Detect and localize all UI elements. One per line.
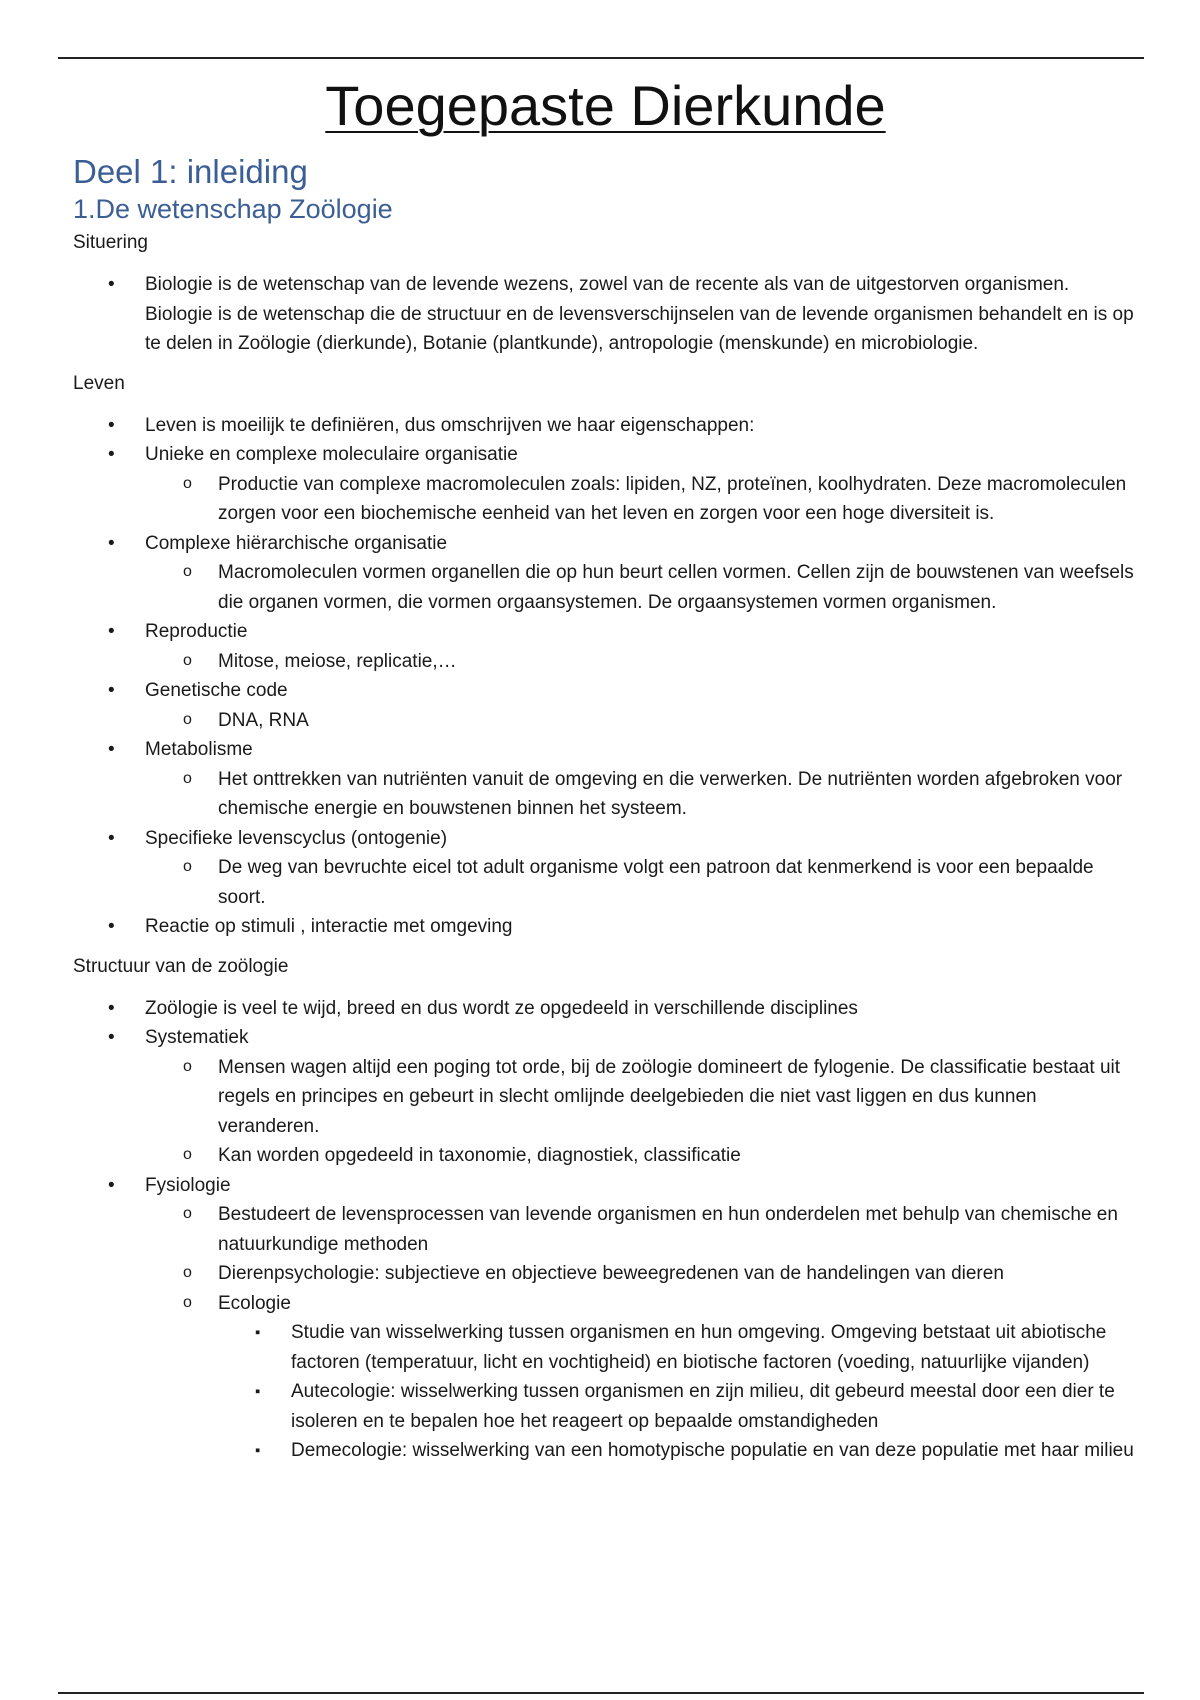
sub-list-item: o Ecologie ▪ Studie van wisselwerking tussen organismen en hun omgeving. Omgeving betstaat uit abiotische factoren (temperatuur, licht en vochtigheid) en biotische factoren (voeding, natuurlijke vijanden) ▪ Autecologie: wisselwerking tussen organismen en zijn milieu, dit gebeurd meestal door een dier te isoleren en te bepalen hoe het reageert op bepaalde omstandigheden ▪ Demecologie: wisselwerking van een homotypische populatie en van deze populatie met haar milieu (73, 1289, 1138, 1466)
list-structuur (73, 994, 1138, 1466)
list-item: • Biologie is de wetenschap van de levende wezens, zowel van de recente als van de uitgestorven organismen. Biologie is de wetenschap die de structuur en de levensverschijnselen van de levende organismen behandelt en is op te delen in Zoölogie (dierkunde), Botanie (plantkunde), antropologie (menskunde) en microbiologie. (73, 270, 1138, 359)
sub-sub-list-item: ▪ Demecologie: wisselwerking van een homotypische populatie en van deze populatie met haar milieu (73, 1436, 1138, 1466)
sub-sub-list-item: ▪ Studie van wisselwerking tussen organismen en hun omgeving. Omgeving betstaat uit abiotische factoren (temperatuur, licht en vochtigheid) en biotische factoren (voeding, natuurlijke vijanden) (73, 1318, 1138, 1377)
sub-list-item: o Kan worden opgedeeld in taxonomie, diagnostiek, classificatie (73, 1141, 1138, 1171)
sub-list-item: o DNA, RNA (73, 706, 1138, 736)
list-situering (73, 270, 1138, 359)
part-heading: Deel 1: inleiding (73, 153, 308, 190)
chapter-heading: 1.De wetenschap Zoölogie (73, 194, 393, 224)
list-item: • Complexe hiërarchische organisatie o Macromoleculen vormen organellen die op hun beurt cellen vormen. Cellen zijn de bouwstenen van weefsels die organen vormen, die vormen orgaansystemen. De orgaansystemen vormen organismen. (73, 529, 1138, 618)
sub-list-item: o Het onttrekken van nutriënten vanuit de omgeving en die verwerken. De nutriënten worden afgebroken voor chemische energie en bouwstenen binnen het systeem. (73, 765, 1138, 824)
section-heading-leven: Leven (73, 372, 125, 394)
sub-list-item: o Bestudeert de levensprocessen van levende organismen en hun onderdelen met behulp van chemische en natuurkundige methoden (73, 1200, 1138, 1259)
list-item: • Specifieke levenscyclus (ontogenie) o De weg van bevruchte eicel tot adult organisme volgt een patroon dat kenmerkend is voor een bepaalde soort. (73, 824, 1138, 913)
list-item: • Reactie op stimuli , interactie met omgeving (73, 912, 1138, 942)
list-item: • Leven is moeilijk te definiëren, dus omschrijven we haar eigenschappen: (73, 411, 1138, 441)
bottom-rule (58, 1692, 1144, 1694)
sub-sub-list-item: ▪ Autecologie: wisselwerking tussen organismen en zijn milieu, dit gebeurd meestal door een dier te isoleren en te bepalen hoe het reageert op bepaalde omstandigheden (73, 1377, 1138, 1436)
sub-list-item: o Mitose, meiose, replicatie,… (73, 647, 1138, 677)
list-item: • Reproductie o Mitose, meiose, replicatie,… (73, 617, 1138, 676)
list-leven (73, 411, 1138, 942)
top-rule (58, 57, 1144, 59)
document-title: Toegepaste Dierkunde (325, 74, 886, 137)
section-heading-situering: Situering (73, 232, 148, 253)
sub-list-item: o Mensen wagen altijd een poging tot orde, bij de zoölogie domineert de fylogenie. De classificatie bestaat uit regels en principes en gebeurt in slecht omlijnde deelgebieden die niet vast liggen en dus kunnen veranderen. (73, 1053, 1138, 1142)
sub-list-item: o Macromoleculen vormen organellen die op hun beurt cellen vormen. Cellen zijn de bouwstenen van weefsels die organen vormen, die vormen orgaansystemen. De orgaansystemen vormen organismen. (73, 558, 1138, 617)
list-item: • Metabolisme o Het onttrekken van nutriënten vanuit de omgeving en die verwerken. De nutriënten worden afgebroken voor chemische energie en bouwstenen binnen het systeem. (73, 735, 1138, 824)
list-item: • Zoölogie is veel te wijd, breed en dus wordt ze opgedeeld in verschillende disciplines (73, 994, 1138, 1024)
list-item: • Unieke en complexe moleculaire organisatie o Productie van complexe macromoleculen zoals: lipiden, NZ, proteïnen, koolhydraten. Deze macromoleculen zorgen voor een biochemische eenheid van het leven en zorgen voor een hoge diversiteit is. (73, 440, 1138, 529)
list-item: • Fysiologie o Bestudeert de levensprocessen van levende organismen en hun onderdelen met behulp van chemische en natuurkundige methoden o Dierenpsychologie: subjectieve en objectieve beweegredenen van de handelingen van dieren o Ecologie ▪ Studie van wisselwerking tussen organismen en hun omgeving. Omgeving betstaat uit abiotische factoren (temperatuur, licht en vochtigheid) en biotische factoren (voeding, natuurlijke vijanden) ▪ Autecologie: wisselwerking tussen organismen en zijn milieu, dit gebeurd meestal door een dier te isoleren en te bepalen hoe het reageert op bepaalde omstandigheden ▪ Demecologie: wisselwerking van een homotypische populatie en van deze populatie met haar milieu (73, 1171, 1138, 1466)
sub-list-item: o Productie van complexe macromoleculen zoals: lipiden, NZ, proteïnen, koolhydraten. Deze macromoleculen zorgen voor een biochemische eenheid van het leven en zorgen voor een hoge diversiteit is. (73, 470, 1138, 529)
document-page (73, 72, 1138, 1478)
list-item: • Systematiek o Mensen wagen altijd een poging tot orde, bij de zoölogie domineert de fylogenie. De classificatie bestaat uit regels en principes en gebeurt in slecht omlijnde deelgebieden die niet vast liggen en dus kunnen veranderen. o Kan worden opgedeeld in taxonomie, diagnostiek, classificatie (73, 1023, 1138, 1171)
sub-list-item: o Dierenpsychologie: subjectieve en objectieve beweegredenen van de handelingen van dieren (73, 1259, 1138, 1289)
sub-list-item: o De weg van bevruchte eicel tot adult organisme volgt een patroon dat kenmerkend is voor een bepaalde soort. (73, 853, 1138, 912)
section-heading-structuur: Structuur van de zoölogie (73, 955, 289, 977)
list-item: • Genetische code o DNA, RNA (73, 676, 1138, 735)
